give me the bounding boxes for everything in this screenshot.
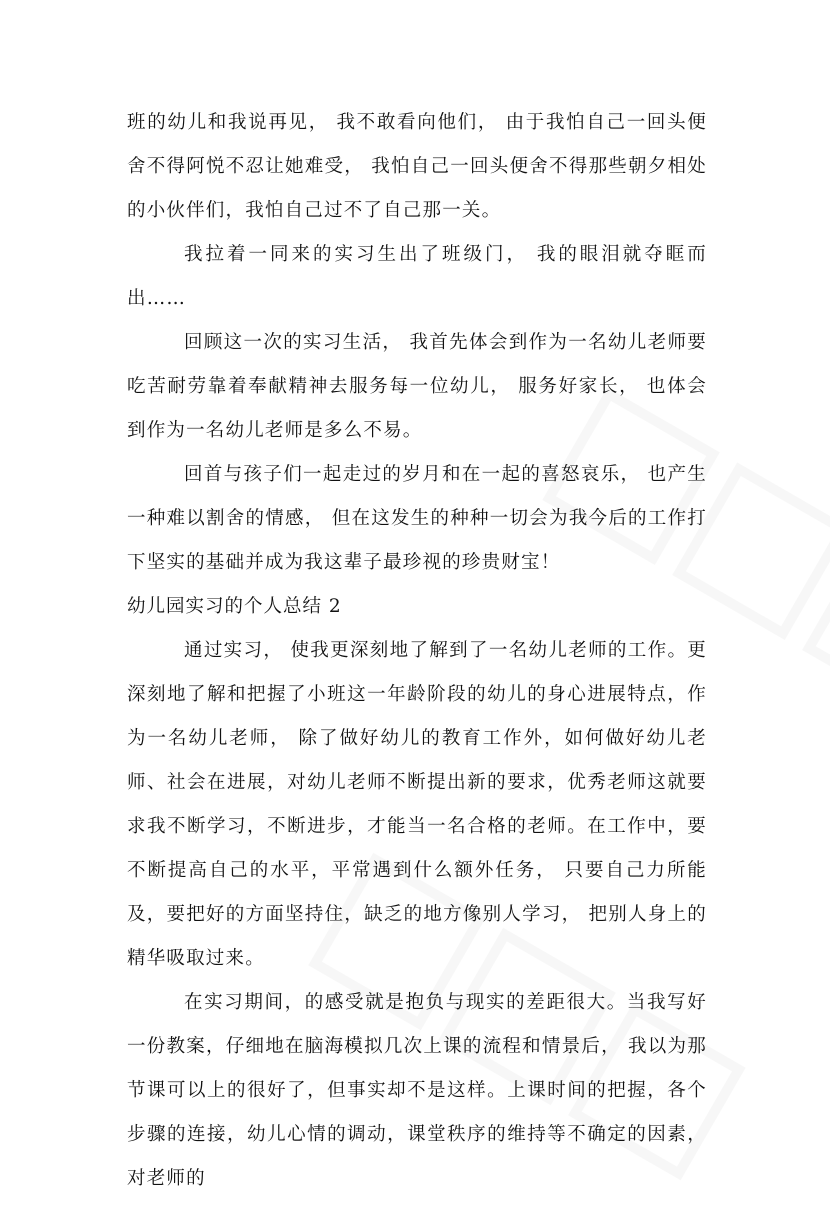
paragraph-4: 回首与孩子们一起走过的岁月和在一起的喜怒哀乐， 也产生一种难以割舍的情感， 但在这发生的种种一切会为我今后的工作打下坚实的基础并成为我这辈子最珍视的珍贵财宝！ [127, 464, 707, 573]
paragraph-2: 我拉着一同来的实习生出了班级门， 我的眼泪就夺眶而出…… [127, 244, 707, 309]
section-paragraph-2: 在实习期间，的感受就是抱负与现实的差距很大。当我写好一份教案，仔细地在脑海模拟几次上课的流程和情景后， 我以为那节课可以上的很好了，但事实却不是这样。上课时间的把握，各个步骤的连接，幼儿心情的调动，课堂秩序的维持等不确定的因素，对老师的 [127, 992, 707, 1189]
paragraph-3: 回顾这一次的实习生活， 我首先体会到作为一名幼儿老师要吃苦耐劳靠着奉献精神去服务每一位幼儿， 服务好家长， 也体会到作为一名幼儿老师是多么不易。 [127, 332, 707, 441]
section-paragraph-1: 通过实习， 使我更深刻地了解到了一名幼儿老师的工作。更深刻地了解和把握了小班这一年龄阶段的幼儿的身心进展特点，作为一名幼儿老师， 除了做好幼儿的教育工作外，如何做好幼儿老师、社会在进展，对幼儿老师不断提出新的要求，优秀老师这就要求我不断学习，不断进步，才能当一名合格的老师。在工作中，要不断提高自己的水平，平常遇到什么额外任务， 只要自己力所能及，要把好的方面坚持住，缺乏的地方像别人学习， 把别人身上的精华吸取过来。 [127, 640, 707, 969]
paragraph-1: 班的幼儿和我说再见， 我不敢看向他们， 由于我怕自己一回头便舍不得阿悦不忍让她难受， 我怕自己一回头便舍不得那些朝夕相处的小伙伴们，我怕自己过不了自己那一关。 [127, 112, 707, 221]
section-heading: 幼儿园实习的个人总结 2 [127, 596, 342, 617]
document-body [127, 101, 707, 1201]
